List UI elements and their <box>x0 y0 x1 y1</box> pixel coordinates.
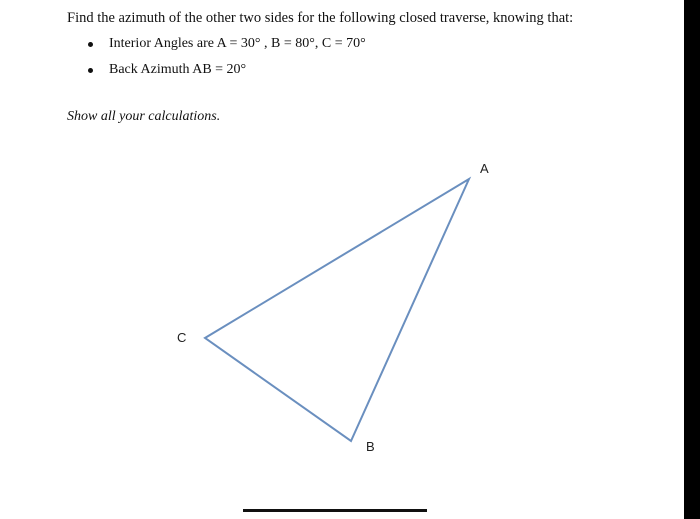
instruction-text: Show all your calculations. <box>67 109 221 124</box>
bottom-rule-line <box>243 509 427 512</box>
vertex-label-a: A <box>480 161 489 176</box>
bullet-text: Back Azimuth AB = 20° <box>109 62 247 77</box>
bullet-text: Interior Angles are A = 30° , B = 80°, C = 70° <box>109 36 366 51</box>
question-text: Find the azimuth of the other two sides for the following closed traverse, knowing that: <box>67 10 574 26</box>
vertex-label-c: C <box>177 330 187 345</box>
vertex-label-b: B <box>366 439 375 454</box>
right-edge-bar <box>684 0 700 519</box>
triangle-outline <box>205 179 469 441</box>
